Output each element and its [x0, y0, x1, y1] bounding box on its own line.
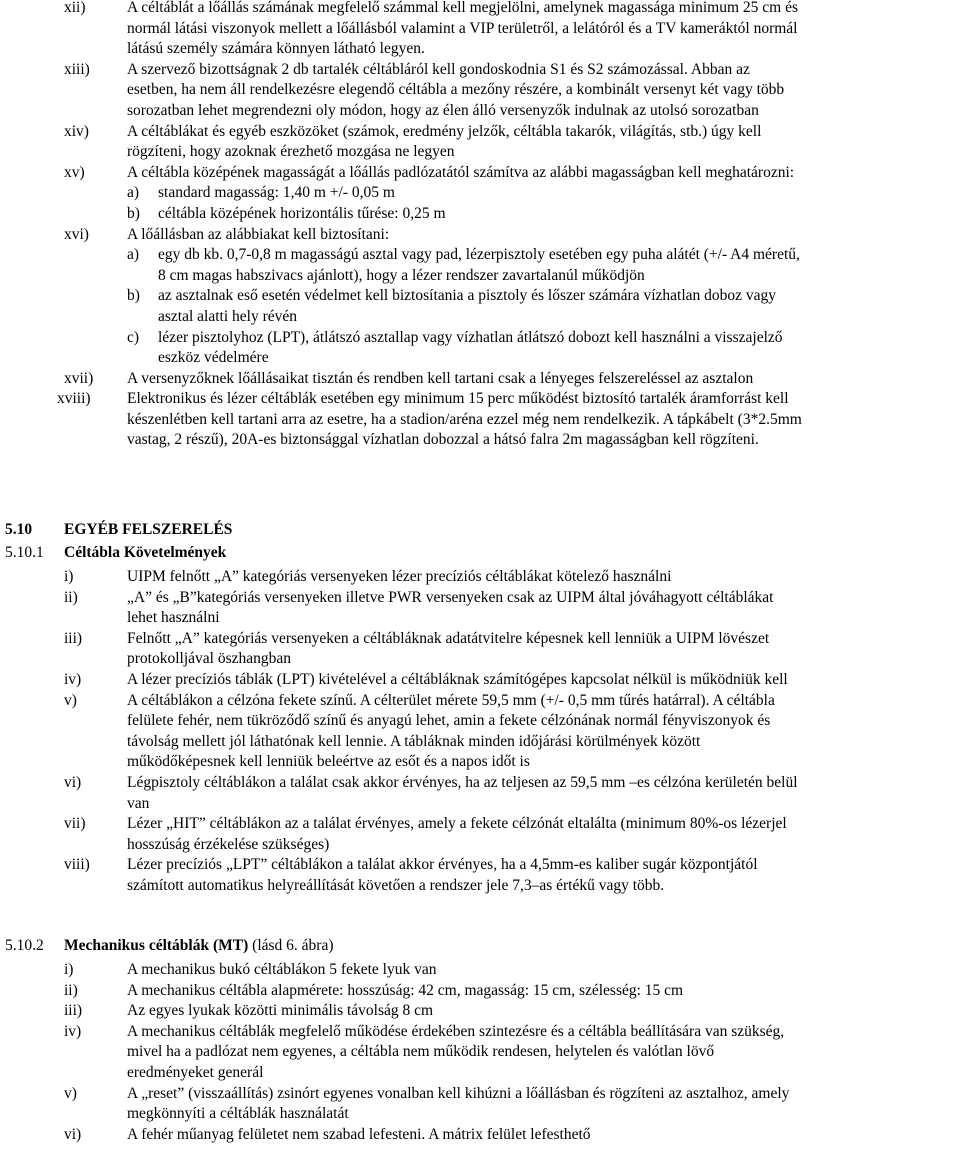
list-item: [0, 60, 960, 122]
list-item-number: ii): [64, 981, 78, 999]
list-item-text-line: protokolljával öszhangban: [127, 650, 291, 668]
sub-list-item-label: a): [127, 184, 140, 202]
list-item-text-line: A fehér műanyag felületet nem szabad lefesteni. A mátrix felület lefesthető: [127, 1125, 591, 1143]
list-block-3: [0, 960, 960, 1145]
list-item: [0, 1125, 960, 1146]
list-item-number: iii): [64, 629, 83, 647]
subsection-heading-5-10-1: [0, 543, 960, 564]
list-item: [0, 389, 960, 451]
list-item: [0, 629, 960, 670]
sub-list-item: [127, 245, 950, 286]
sub-list-item: [127, 286, 950, 327]
list-item: [0, 225, 960, 369]
list-item-number: iii): [64, 1002, 83, 1020]
list-item: [0, 369, 960, 390]
subsection-number: 5.10.2: [5, 937, 44, 954]
list-item-text-line: van: [127, 794, 150, 812]
list-item-text-line: vastag, 2 részű), 20A-es biztonsággal vízhatlan dobozzal a hátsó falra 2m magasságban kell rögzíteni.: [127, 431, 759, 449]
list-item-text-line: A mechanikus céltáblák megfelelő működése érdekében szintezésre és a céltábla beállítására van szükség,: [127, 1022, 785, 1040]
list-item-number: xii): [64, 0, 86, 16]
list-item: [0, 588, 960, 629]
sub-list-item-text-line: az asztalnak eső esetén védelmet kell biztosítania a pisztoly és lőszer számára vízhatlan doboz vagy: [158, 287, 777, 305]
list-item-number: vii): [64, 815, 86, 833]
list-item: [0, 670, 960, 691]
list-item-text-line: A mechanikus bukó céltáblákon 5 fekete lyuk van: [127, 961, 437, 978]
sub-list-item: [127, 328, 950, 369]
list-item-number: iv): [64, 670, 82, 688]
list-item-text-line: A céltáblákon a célzóna fekete színű. A célterület mérete 59,5 mm (+/- 0,5 mm tűrés határral). A céltábla: [127, 691, 775, 709]
list-item-number: vi): [64, 1125, 82, 1143]
list-item: [0, 981, 960, 1002]
sub-list-item-text-line: eszköz védelmére: [158, 349, 269, 367]
list-item-text-line: esetben, ha nem áll rendelkezésre elegendő céltábla a mezőny részére, a kombinált versenyt két vagy több: [127, 81, 785, 99]
list-item-text-line: A céltábla középének magasságát a lőállás padlózatától számítva az alábbi magasságban kell meghatározni:: [127, 163, 795, 181]
section-heading-5-10: [0, 520, 960, 541]
list-item-text-line: mivel ha a padlózat nem egyenes, a céltábla nem működik rendesen, helytelen és valótlan lövő: [127, 1043, 715, 1061]
list-item-number: xiv): [64, 122, 89, 140]
list-item-text-line: eredményeket generál: [127, 1063, 264, 1081]
section-number: 5.10: [5, 521, 33, 538]
list-item-number: xiii): [64, 60, 90, 78]
sub-list-item-text-line: 8 cm magas habszivacs ajánlott), hogy a lézer rendszer zavartalanúl működjön: [158, 266, 645, 284]
list-item-number: ii): [64, 588, 78, 606]
list-item-text-line: sorozatban lehet megrendezni oly módon, hogy az élen álló versenyzők indulnak az utolsó sorozatban: [127, 101, 759, 119]
sub-list-item-text-line: egy db kb. 0,7-0,8 m magasságú asztal vagy pad, lézerpisztoly esetében egy puha alátét (+/- A4 méretű,: [158, 246, 800, 264]
list-item-number: iv): [64, 1022, 82, 1040]
list-item-text-line: megkönnyíti a céltáblák használatát: [127, 1105, 349, 1123]
list-item-number: i): [64, 961, 74, 978]
list-item: [0, 1001, 960, 1022]
list-item-text-line: hosszúság érzékelése szükséges): [127, 835, 330, 853]
list-item-number: v): [64, 691, 77, 709]
sub-list-item-label: b): [127, 204, 140, 222]
sub-list-item: [127, 204, 950, 225]
list-item: [0, 163, 960, 225]
sub-list-item-text-line: standard magasság: 1,40 m +/- 0,05 m: [158, 184, 395, 202]
list-item: [0, 567, 960, 588]
list-item-number: i): [64, 568, 74, 585]
list-item: [0, 960, 960, 981]
list-item: [0, 814, 960, 855]
sub-list-item-text-line: asztal alatti hely révén: [158, 307, 298, 325]
sub-list-item-label: a): [127, 246, 140, 264]
sub-list-item-label: b): [127, 287, 140, 305]
list-item-text-line: látású személy számára könnyen látható legyen.: [127, 40, 425, 58]
list-item-number: vi): [64, 773, 82, 791]
list-block-2: [0, 567, 960, 897]
subsection-title-reference: (lásd 6. ábra): [248, 937, 334, 954]
sub-list-item: [127, 183, 950, 204]
list-item-text-line: A lőállásban az alábbiakat kell biztosítani:: [127, 225, 390, 243]
list-item-text-line: normál látási viszonyok mellett a lőállásból valamint a VIP területről, a lelátóról és a TV kameráktól normál: [127, 19, 798, 37]
sub-list-item-text-line: lézer pisztolyhoz (LPT), átlátszó asztallap vagy vízhatlan átlátszó dobozt kell használni a visszajelző: [158, 328, 783, 346]
list-item-text-line: „A” és „B”kategóriás versenyeken illetve PWR versenyeken csak az UIPM által jóváhagyott céltáblákat: [127, 588, 774, 606]
list-item: [0, 0, 960, 60]
sub-list-item-text-line: céltábla középének horizontális tűrése: 0,25 m: [158, 204, 446, 222]
list-item: [0, 691, 960, 773]
list-item-text-line: Felnőtt „A” kategóriás versenyeken a céltábláknak adatátvitelre képesnek kell lenniük a UIPM lövészet: [127, 629, 770, 647]
list-item-text-line: Az egyes lyukak közötti minimális távolság 8 cm: [127, 1002, 434, 1020]
list-item-text-line: A mechanikus céltábla alapmérete: hosszúság: 42 cm, magasság: 15 cm, szélesség: 15 cm: [127, 981, 684, 999]
subsection-number: 5.10.1: [5, 544, 44, 561]
list-item-text-line: készenlétben kell tartani arra az esetre, ha a stadion/aréna ezzel még nem rendelkezik. A tápkábelt (3*2.5mm: [127, 410, 802, 428]
list-item: [0, 122, 960, 163]
list-item-text-line: Légpisztoly céltáblákon a találat csak akkor érvényes, ha az teljesen az 59,5 mm –es célzóna kerületén belül: [127, 773, 798, 791]
subsection-title: Mechanikus céltáblák (MT): [64, 937, 249, 954]
list-item-text-line: A szervező bizottságnak 2 db tartalék céltábláról kell gondoskodnia S1 és S2 számozással. Abban az: [127, 60, 750, 78]
list-item-text-line: UIPM felnőtt „A” kategóriás versenyeken lézer precíziós céltáblákat kötelező használni: [127, 568, 672, 585]
list-item-text-line: Elektronikus és lézer céltáblák esetében egy minimum 15 perc működést biztosító tartalék áramforrást kell: [127, 390, 789, 408]
list-item-text-line: A céltáblákat és egyéb eszközöket (számok, eredmény jelzők, céltábla takarók, világítás, stb.) úgy kell: [127, 122, 762, 140]
list-item-number: xv): [64, 163, 85, 181]
list-item-text-line: Lézer precíziós „LPT” céltáblákon a találat akkor érvényes, ha a 4,5mm-es kaliber sugár központjától: [127, 856, 758, 874]
subsection-title: Céltábla Követelmények: [64, 544, 227, 561]
list-item: [0, 1084, 960, 1125]
list-item-text-line: működőképesnek kell lenniük beleértve az esőt és a napos időt is: [127, 753, 530, 771]
list-item-text-line: rögzíteni, hogy azoknak érezhető mozgása ne legyen: [127, 143, 455, 161]
list-item: [0, 855, 960, 896]
list-item-number: v): [64, 1084, 77, 1102]
list-item-number: viii): [64, 856, 90, 874]
list-item-text-line: A lézer precíziós táblák (LPT) kivételével a céltábláknak számítógépes kapcsolat nélkül is működniük kell: [127, 670, 788, 688]
list-item-text-line: A céltáblát a lőállás számának megfelelő számmal kell megjelölni, amelynek magassága minimum 25 cm és: [127, 0, 799, 16]
subsection-heading-5-10-2: [0, 936, 960, 957]
list-block-1: [0, 0, 960, 451]
list-item-text-line: számított automatikus helyreállítását követően a rendszer jele 7,3–as értékű vagy több.: [127, 876, 665, 894]
list-item-number: xvi): [64, 225, 89, 243]
list-item-text-line: felülete fehér, nem tükröződő színű és anyagú lehet, amin a fekete célzónának normál fényviszonyok és: [127, 712, 771, 730]
list-item-text-line: A versenyzőknek lőállásaikat tisztán és rendben kell tartani csak a lényeges felszereléssel az asztalon: [127, 369, 754, 387]
list-item-number: xviii): [57, 390, 91, 408]
list-item-text-line: távolság mellett jól láthatónak kell lennie. A tábláknak minden időjárási körülmények között: [127, 732, 701, 750]
sub-list-item-label: c): [127, 328, 140, 346]
section-title: EGYÉB FELSZERELÉS: [64, 521, 233, 538]
list-item: [0, 773, 960, 814]
list-item-text-line: lehet használni: [127, 609, 220, 627]
list-item-number: xvii): [64, 369, 94, 387]
list-item-text-line: A „reset” (visszaállítás) zsinórt egyenes vonalban kell kihúzni a lőállásban és rögzíteni az asztalhoz, amely: [127, 1084, 790, 1102]
list-item: [0, 1022, 960, 1084]
list-item-text-line: Lézer „HIT” céltáblákon az a találat érvényes, amely a fekete célzónát eltalálta (minimum 80%-os lézerjel: [127, 815, 787, 833]
